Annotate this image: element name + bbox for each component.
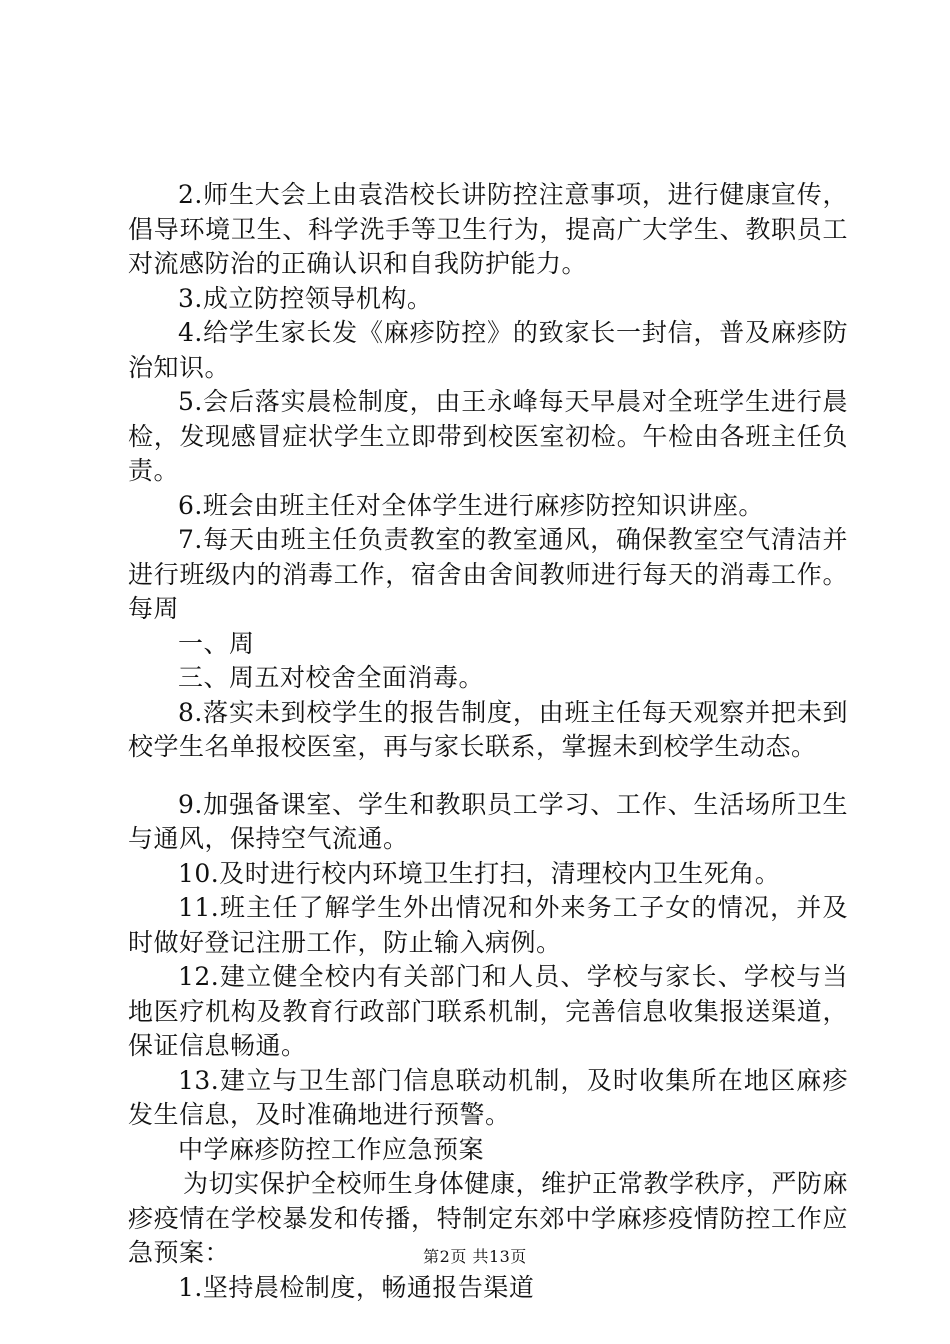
paragraph-item-6: 6.班会由班主任对全体学生进行麻疹防控知识讲座。 <box>178 490 764 520</box>
paragraph-item-3: 3.成立防控领导机构。 <box>178 283 433 313</box>
paragraph-week-day-3-5: 三、周五对校舍全面消毒。 <box>178 663 485 692</box>
paragraph-item-13: 13.建立与卫生部门信息联动机制，及时收集所在地区麻疹发生信息，及时准确地进行预警。 <box>128 1065 848 1129</box>
paragraph-item-12: 12.建立健全校内有关部门和人员、学校与家长、学校与当地医疗机构及教育行政部门联系机制，完善信息收集报送渠道，保证信息畅通。 <box>128 962 848 1060</box>
paragraph-item-9: 9.加强备课室、学生和教职员工学习、工作、生活场所卫生与通风，保持空气流通。 <box>128 789 848 853</box>
paragraph-plan-item-1: 1.坚持晨检制度，畅通报告渠道 <box>178 1272 535 1302</box>
paragraph-item-8: 8.落实未到校学生的报告制度，由班主任每天观察并把未到校学生名单报校医室，再与家长联系，掌握未到校学生动态。 <box>128 697 848 761</box>
paragraph-item-11: 11.班主任了解学生外出情况和外来务工子女的情况，并及时做好登记注册工作，防止输入病例。 <box>128 893 848 957</box>
page-number-footer: 第2页 共13页 <box>423 1247 527 1266</box>
section-heading: 中学麻疹防控工作应急预案 <box>178 1134 485 1164</box>
paragraph-item-7: 7.每天由班主任负责教室的教室通风，确保教室空气清洁并进行班级内的消毒工作，宿舍由舍间教师进行每天的消毒工作。每周 <box>128 525 848 623</box>
paragraph-week-day-1: 一、周 <box>178 628 255 658</box>
document-body <box>128 178 848 1305</box>
paragraph-item-4: 4.给学生家长发《麻疹防控》的致家长一封信，普及麻疹防治知识。 <box>128 318 848 382</box>
paragraph-item-2: 2.师生大会上由袁浩校长讲防控注意事项，进行健康宣传，倡导环境卫生、科学洗手等卫生行为，提高广大学生、教职员工对流感防治的正确认识和自我防护能力。 <box>128 180 848 278</box>
paragraph-intro: 为切实保护全校师生身体健康，维护正常教学秩序，严防麻疹疫情在学校暴发和传播，特制定东郊中学麻疹疫情防控工作应急预案： <box>128 1169 848 1267</box>
paragraph-item-5: 5.会后落实晨检制度，由王永峰每天早晨对全班学生进行晨检，发现感冒症状学生立即带到校医室初检。午检由各班主任负责。 <box>128 387 848 485</box>
paragraph-item-10: 10.及时进行校内环境卫生打扫，清理校内卫生死角。 <box>178 858 781 888</box>
